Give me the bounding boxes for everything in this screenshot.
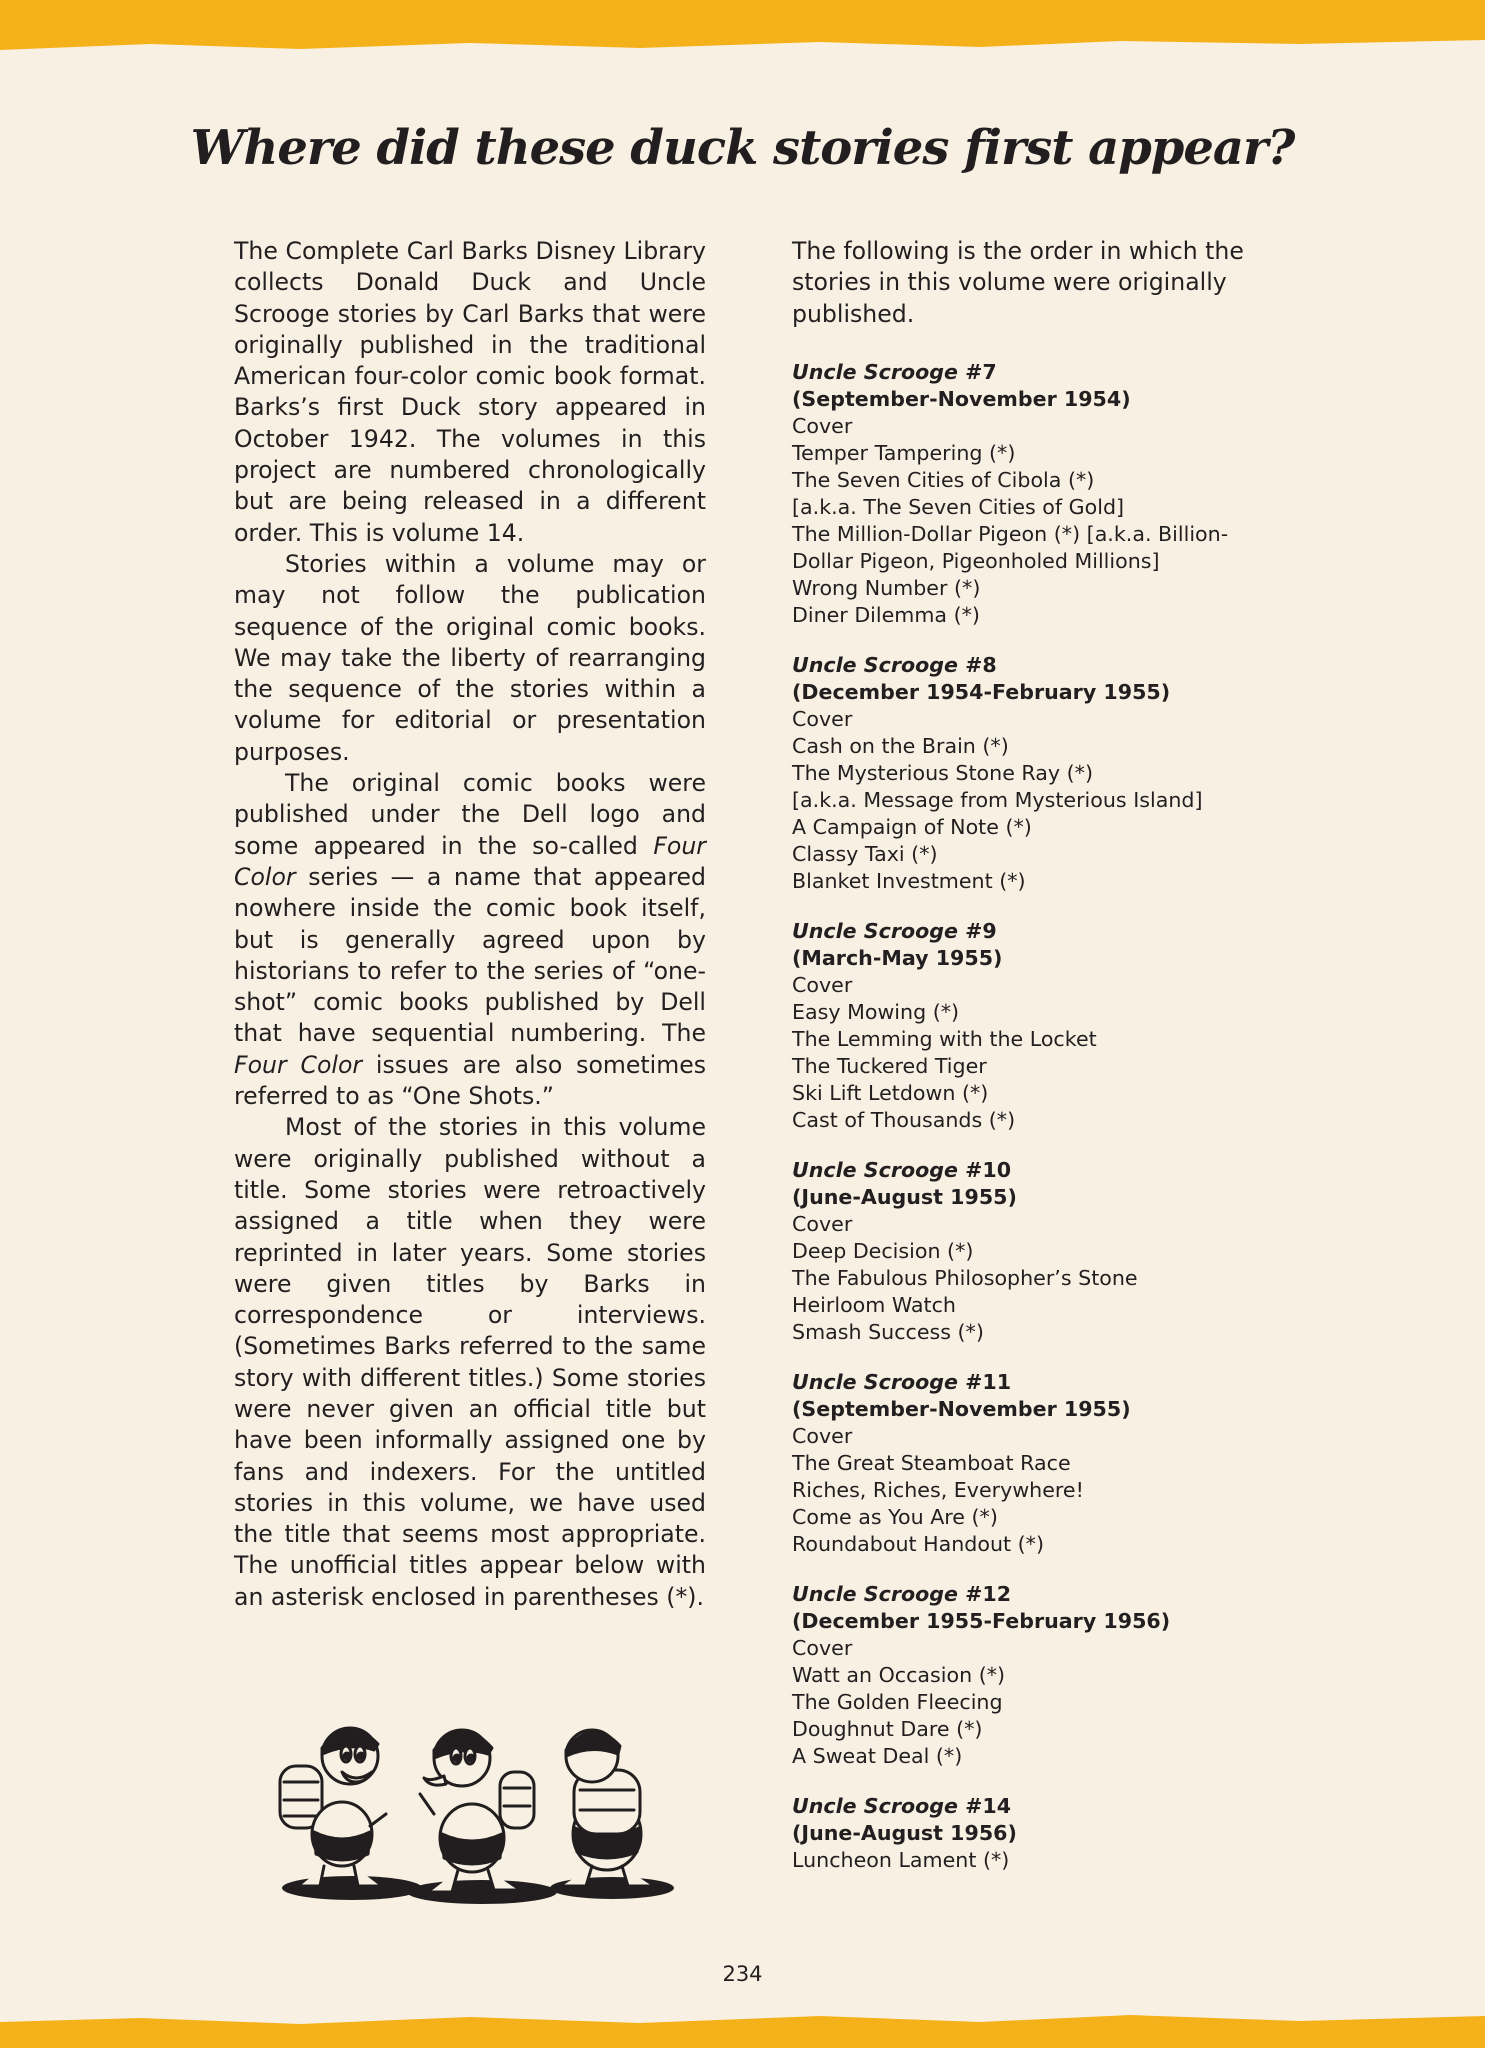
story-list bbox=[792, 1423, 1262, 1558]
page-number: 234 bbox=[722, 1962, 763, 1986]
story-title: A Campaign of Note (*) bbox=[792, 814, 1032, 839]
issue-block bbox=[792, 918, 1262, 1134]
publication-order-column bbox=[792, 236, 1262, 1897]
issue-heading bbox=[792, 918, 1262, 972]
issue-heading bbox=[792, 1581, 1262, 1635]
story-title: Watt an Occasion (*) bbox=[792, 1662, 1006, 1687]
issue-number: #10 bbox=[965, 1157, 1012, 1182]
issue-number: #12 bbox=[965, 1581, 1012, 1606]
story-title: The Golden Fleecing bbox=[792, 1689, 1003, 1714]
story-title: Cast of Thousands (*) bbox=[792, 1107, 1016, 1132]
story-title: Cover bbox=[792, 1211, 853, 1236]
story-title: Temper Tampering (*) bbox=[792, 440, 1016, 465]
nephew-3 bbox=[562, 1730, 652, 1886]
issue-list bbox=[792, 359, 1262, 1874]
issue-series: Uncle Scrooge bbox=[792, 1157, 958, 1182]
nephew-2 bbox=[420, 1730, 534, 1892]
paragraph-four-color: The original comic books were published under the Dell logo and some appeared in the so-called Four Color series — a name that appeared nowhere inside the comic book itself, but is generally agreed upon by historians to refer to the series of “one-shot” comic books published by Dell that have sequential numbering. The Four Color issues are also sometimes referred to as “One Shots.” bbox=[234, 769, 707, 1111]
issue-series: Uncle Scrooge bbox=[792, 1581, 958, 1606]
story-title: Come as You Are (*) bbox=[792, 1504, 998, 1529]
nephews-illustration bbox=[262, 1716, 682, 1916]
story-title: Cover bbox=[792, 706, 853, 731]
story-list bbox=[792, 1211, 1262, 1346]
story-title: Ski Lift Letdown (*) bbox=[792, 1080, 989, 1105]
issue-block bbox=[792, 1793, 1262, 1874]
issue-date: (September-November 1955) bbox=[792, 1396, 1131, 1421]
issue-heading bbox=[792, 1369, 1262, 1423]
story-title: [a.k.a. The Seven Cities of Gold] bbox=[792, 494, 1125, 519]
story-title: The Seven Cities of Cibola (*) bbox=[792, 467, 1095, 492]
issue-number: #9 bbox=[965, 918, 997, 943]
story-title: Cover bbox=[792, 1423, 853, 1448]
issue-date: (December 1955-February 1956) bbox=[792, 1608, 1171, 1633]
story-title: Heirloom Watch bbox=[792, 1292, 956, 1317]
story-title: Classy Taxi (*) bbox=[792, 841, 938, 866]
story-list bbox=[792, 413, 1262, 629]
issue-date: (December 1954-February 1955) bbox=[792, 679, 1171, 704]
issue-number: #7 bbox=[965, 359, 997, 384]
story-list bbox=[792, 1635, 1262, 1770]
issue-number: #14 bbox=[965, 1793, 1012, 1818]
order-intro: The following is the order in which the stories in this volume were originally published. bbox=[792, 237, 1244, 328]
paragraph-sequence: Stories within a volume may or may not follow the publication sequence of the original comic books. We may take the liberty of rearranging the sequence of the stories within a volume for editorial or presentation purposes. bbox=[234, 549, 706, 766]
story-title: Cover bbox=[792, 413, 853, 438]
story-title: Doughnut Dare (*) bbox=[792, 1716, 983, 1741]
page-title: Where did these duck stories first appear? bbox=[190, 120, 1295, 176]
issue-number: #11 bbox=[965, 1369, 1012, 1394]
story-title: Easy Mowing (*) bbox=[792, 999, 960, 1024]
story-title: A Sweat Deal (*) bbox=[792, 1743, 963, 1768]
issue-date: (June-August 1956) bbox=[792, 1820, 1017, 1845]
story-title: Smash Success (*) bbox=[792, 1319, 984, 1344]
story-title: The Million-Dollar Pigeon (*) [a.k.a. Billion-Dollar Pigeon, Pigeonholed Millions] bbox=[792, 521, 1229, 573]
issue-series: Uncle Scrooge bbox=[792, 1793, 958, 1818]
story-title: Luncheon Lament (*) bbox=[792, 1847, 1010, 1872]
story-title: Cash on the Brain (*) bbox=[792, 733, 1009, 758]
story-title: The Mysterious Stone Ray (*) bbox=[792, 760, 1093, 785]
issue-block bbox=[792, 1581, 1262, 1770]
paragraph-collection: The Complete Carl Barks Disney Library collects Donald Duck and Uncle Scrooge stories by Carl Barks that were originally published in the traditional American four-color comic book format. Barks’s first Duck story appeared in October 1942. The volumes in this project are numbered chronologically but are being released in a different order. This is volume 14. bbox=[234, 237, 706, 547]
issue-block bbox=[792, 1369, 1262, 1558]
issue-series: Uncle Scrooge bbox=[792, 652, 958, 677]
paragraph-titles: Most of the stories in this volume were originally published without a title. Some stories were retroactively assigned a title when they were reprinted in later years. Some stories were given titles by Barks in correspondence or interviews. (Sometimes Barks referred to the same story with different titles.) Some stories were never given an official title but have been informally assigned one by fans and indexers. For the untitled stories in this volume, we have used the title that seems most appropriate. The unofficial titles appear below with an asterisk enclosed in parentheses (*). bbox=[234, 1113, 706, 1611]
story-title: The Great Steamboat Race bbox=[792, 1450, 1071, 1475]
issue-series: Uncle Scrooge bbox=[792, 1369, 958, 1394]
story-list bbox=[792, 972, 1262, 1134]
issue-heading bbox=[792, 359, 1262, 413]
story-title: The Fabulous Philosopher’s Stone bbox=[792, 1265, 1138, 1290]
top-paint-band bbox=[0, 0, 1485, 56]
story-title: Blanket Investment (*) bbox=[792, 868, 1026, 893]
story-title: The Tuckered Tiger bbox=[792, 1053, 987, 1078]
story-title: Riches, Riches, Everywhere! bbox=[792, 1477, 1084, 1502]
issue-number: #8 bbox=[965, 652, 997, 677]
issue-heading bbox=[792, 652, 1262, 706]
issue-block bbox=[792, 652, 1262, 895]
story-title: [a.k.a. Message from Mysterious Island] bbox=[792, 787, 1203, 812]
issue-date: (March-May 1955) bbox=[792, 945, 1003, 970]
story-title: Roundabout Handout (*) bbox=[792, 1531, 1044, 1556]
issue-block bbox=[792, 359, 1262, 629]
issue-date: (June-August 1955) bbox=[792, 1184, 1017, 1209]
nephew-1 bbox=[280, 1728, 386, 1886]
story-list bbox=[792, 706, 1262, 895]
story-title: Deep Decision (*) bbox=[792, 1238, 974, 1263]
issue-date: (September-November 1954) bbox=[792, 386, 1131, 411]
issue-block bbox=[792, 1157, 1262, 1346]
issue-series: Uncle Scrooge bbox=[792, 918, 958, 943]
issue-heading bbox=[792, 1157, 1262, 1211]
story-list bbox=[792, 1847, 1262, 1874]
issue-series: Uncle Scrooge bbox=[792, 359, 958, 384]
intro-text-column bbox=[234, 236, 706, 1613]
story-title: The Lemming with the Locket bbox=[792, 1026, 1097, 1051]
bottom-paint-band bbox=[0, 2012, 1485, 2048]
story-title: Cover bbox=[792, 1635, 853, 1660]
story-title: Wrong Number (*) bbox=[792, 575, 981, 600]
issue-heading bbox=[792, 1793, 1262, 1847]
story-title: Diner Dilemma (*) bbox=[792, 602, 980, 627]
story-title: Cover bbox=[792, 972, 853, 997]
